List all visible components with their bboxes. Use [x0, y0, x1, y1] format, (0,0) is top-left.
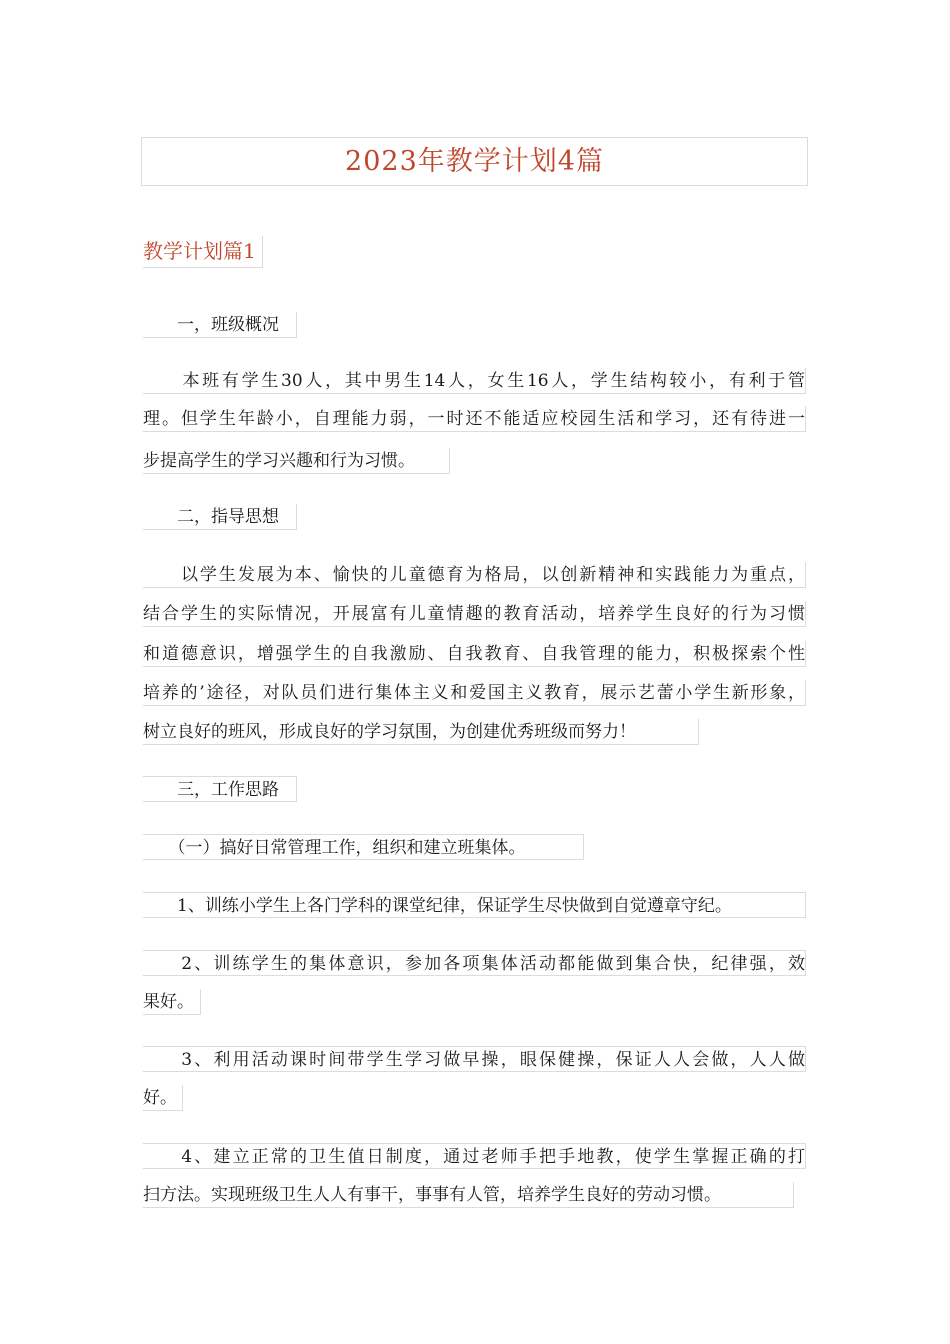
list-item: 3、利用活动课时间带学生学习做早操，眼保健操，保证人人会做，人人做 [143, 1046, 806, 1072]
paragraph-line: 以学生发展为本、愉快的儿童德育为格局，以创新精神和实践能力为重点， [143, 562, 806, 588]
list-item: 1、训练小学生上各门学科的课堂纪律，保证学生尽快做到自觉遵章守纪。 [143, 892, 806, 918]
list-item: 4、建立正常的卫生值日制度，通过老师手把手地教，使学生掌握正确的打 [143, 1143, 806, 1169]
heading-guiding-thought: 二，指导思想 [143, 504, 297, 530]
list-item-continuation: 好。 [143, 1085, 183, 1111]
paragraph-line: 树立良好的班风，形成良好的学习氛围，为创建优秀班级而努力！ [143, 719, 699, 745]
list-item-continuation: 果好。 [143, 989, 201, 1015]
heading-class-overview: 一，班级概况 [143, 312, 297, 338]
section-heading: 教学计划篇1 [143, 236, 263, 268]
paragraph-line: 和道德意识，增强学生的自我激励、自我教育、自我管理的能力，积极探索个性 [143, 641, 806, 667]
subheading-daily-management: （一）搞好日常管理工作，组织和建立班集体。 [143, 834, 584, 860]
paragraph-line: 步提高学生的学习兴趣和行为习惯。 [143, 448, 450, 474]
paragraph-line: 结合学生的实际情况，开展富有儿童情趣的教育活动，培养学生良好的行为习惯 [143, 601, 806, 627]
document-title: 2023年教学计划4篇 [141, 137, 808, 186]
list-item: 2、训练学生的集体意识，参加各项集体活动都能做到集合快，纪律强，效 [143, 950, 806, 976]
list-item-continuation: 扫方法。实现班级卫生人人有事干，事事有人管，培养学生良好的劳动习惯。 [143, 1182, 794, 1208]
paragraph-line: 本班有学生30人，其中男生14人，女生16人，学生结构较小，有利于管 [143, 368, 806, 394]
paragraph-line: 培养的’途径，对队员们进行集体主义和爱国主义教育，展示艺蕾小学生新形象， [143, 680, 806, 706]
paragraph-line: 理。但学生年龄小，自理能力弱，一时还不能适应校园生活和学习，还有待进一 [143, 406, 806, 432]
heading-work-approach: 三，工作思路 [143, 776, 297, 802]
